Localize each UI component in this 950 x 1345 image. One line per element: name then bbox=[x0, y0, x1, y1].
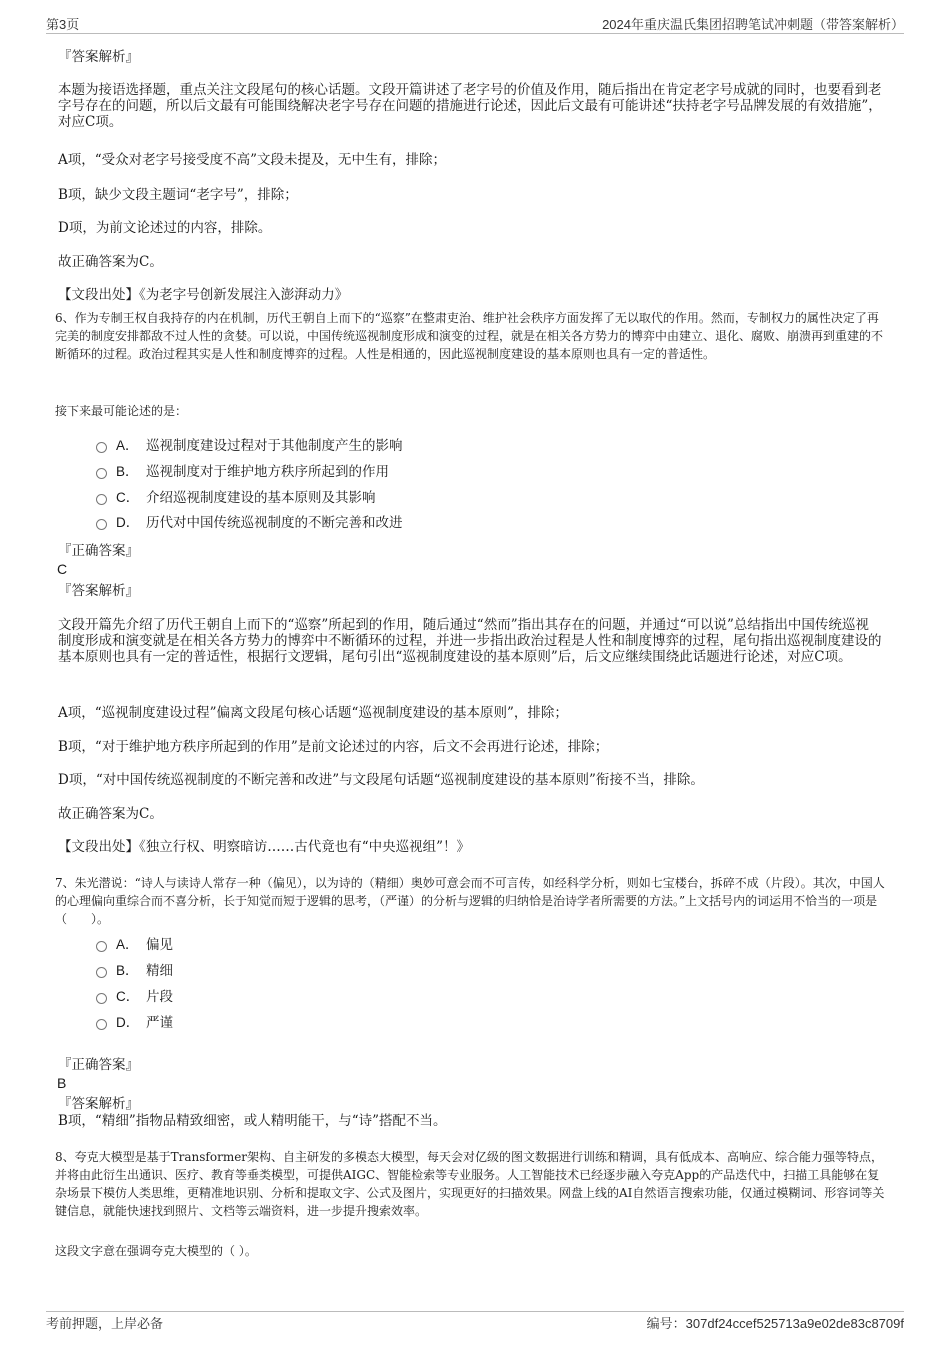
q6-answer: C bbox=[57, 561, 68, 577]
q6-option-c[interactable]: C． 介绍巡视制度建设的基本原则及其影响 bbox=[96, 489, 376, 507]
q6-option-d[interactable]: D． 历代对中国传统巡视制度的不断完善和改进 bbox=[96, 514, 403, 532]
q6-option-a[interactable]: A． 巡视制度建设过程对于其他制度产生的影响 bbox=[96, 437, 403, 455]
q7-option-b[interactable]: B． 精细 bbox=[96, 962, 173, 980]
radio-icon[interactable] bbox=[96, 494, 107, 505]
q8-prompt: 这段文字意在强调夸克大模型的（ ）。 bbox=[55, 1244, 257, 1258]
q5-option-b-note: B项，缺少文段主题词“老字号”，排除； bbox=[58, 187, 298, 203]
page-header bbox=[46, 14, 904, 34]
q6-analysis-text: 文段开篇先介绍了历代王朝自上而下的“巡察”所起到的作用，随后通过“然而”指出其存在的问题，并通过“可以说”总结指出中国传统巡视制度形成和演变就是在相关各方势力的博弈中不断循环的过程，并进一步指出政治过程是人性和制度博弈的过程，尾句指出巡视制度建设的基本原则也具有一定的普适性，根据行文逻辑，尾句引出“巡视制度建设的基本原则”后，后文应继续围绕此话题进行论述，对应C项。 bbox=[58, 617, 882, 665]
q7-answer-label: 『正确答案』 bbox=[58, 1057, 139, 1073]
q5-option-d-note: D项，为前文论述过的内容，排除。 bbox=[58, 220, 272, 236]
q8-stem: 8、夸克大模型是基于Transformer架构、自主研发的多模态大模型，每天会对亿级的图文数据进行训练和精调，具有低成本、高响应、综合能力强等特点，并将由此衍生出通识、医疗、教育等垂类模型，可提供AIGC、智能检索等专业服务。人工智能技术已经逐步融入夸克App的产品迭代中，扫描工具能够在复杂场景下模仿人类思维，更精准地识别、分析和提取文字、公式及图片，实现更好的扫描效果。网盘上线的AI自然语言搜索功能，仅通过模糊词、形容词等关键信息，就能快速找到照片、文档等云端资料，进一步提升搜索效率。 bbox=[55, 1150, 885, 1218]
radio-icon[interactable] bbox=[96, 519, 107, 530]
q6-stem: 6、作为专制王权自我持存的内在机制，历代王朝自上而下的“巡察”在整肃吏治、维护社会秩序方面发挥了无以取代的作用。然而，专制权力的属性决定了再完美的制度安排都敌不过人性的贪婪。可以说，中国传统巡视制度形成和演变的过程，就是在相关各方势力的博弈中由建立、退化、腐败、崩溃再到重建的不断循环的过程。政治过程其实是人性和制度博弈的过程。人性是相通的，因此巡视制度建设的基本原则也具有一定的普适性。 bbox=[55, 311, 884, 361]
q7-option-c[interactable]: C． 片段 bbox=[96, 988, 173, 1006]
q5-analysis-text: 本题为接语选择题，重点关注文段尾句的核心话题。文段开篇讲述了老字号的价值及作用，随后指出在肯定老字号成就的同时，也要看到老字号存在的问题，所以后文最有可能围绕解决老字号存在问题的措施进行论述，因此后文最有可能讲述“扶持老字号品牌发展的有效措施”，对应C项。 bbox=[58, 82, 882, 130]
q5-source: 【文段出处】《为老字号创新发展注入澎湃动力》 bbox=[58, 287, 349, 303]
q6-option-b[interactable]: B． 巡视制度对于维护地方秩序所起到的作用 bbox=[96, 463, 389, 481]
footer-divider bbox=[46, 1311, 904, 1312]
q6-conclusion: 故正确答案为C。 bbox=[58, 806, 163, 822]
radio-icon[interactable] bbox=[96, 993, 107, 1004]
q6-option-a-note: A项，“巡视制度建设过程”偏离文段尾句核心话题“巡视制度建设的基本原则”，排除； bbox=[58, 705, 568, 721]
q5-option-a-note: A项，“受众对老字号接受度不高”文段未提及，无中生有，排除； bbox=[58, 152, 447, 168]
q7-option-a[interactable]: A． 偏见 bbox=[96, 936, 173, 954]
q6-analysis-label: 『答案解析』 bbox=[58, 583, 139, 599]
document-code: 编号：307df24ccef525713a9e02de83c8709f bbox=[646, 1316, 904, 1331]
q6-option-b-note: B项，“对于维护地方秩序所起到的作用”是前文论述过的内容，后文不会再进行论述，排除； bbox=[58, 739, 609, 755]
page-number: 第3页 bbox=[46, 17, 80, 32]
q6-answer-label: 『正确答案』 bbox=[58, 543, 139, 559]
header-divider bbox=[46, 33, 904, 34]
radio-icon[interactable] bbox=[96, 442, 107, 453]
q5-analysis-label: 『答案解析』 bbox=[58, 49, 139, 65]
page-footer bbox=[46, 1313, 904, 1333]
q7-answer: B bbox=[57, 1075, 67, 1091]
footer-motto: 考前押题，上岸必备 bbox=[46, 1317, 164, 1332]
q7-stem: 7、朱光潜说：“诗人与读诗人常存一种（偏见），以为诗的（精细）奥妙可意会而不可言传，如经科学分析，则如七宝楼台，拆碎不成（片段）。其次，中国人的心理偏向重综合而不喜分析，长于知觉而短于逻辑的思考，（严谨）的分析与逻辑的归纳恰是治诗学者所需要的方法。”上文括号内的词运用不恰当的一项是（ ）。 bbox=[55, 876, 885, 926]
q6-option-d-note: D项，“对中国传统巡视制度的不断完善和改进”与文段尾句话题“巡视制度建设的基本原则”衔接不当，排除。 bbox=[58, 772, 704, 788]
document-title: 2024年重庆温氏集团招聘笔试冲刺题（带答案解析） bbox=[602, 17, 904, 32]
radio-icon[interactable] bbox=[96, 468, 107, 479]
radio-icon[interactable] bbox=[96, 941, 107, 952]
q6-prompt: 接下来最可能论述的是： bbox=[55, 404, 188, 418]
q7-analysis-label: 『答案解析』 bbox=[58, 1096, 139, 1112]
q7-analysis-text: B项，“精细”指物品精致细密，或人精明能干，与“诗”搭配不当。 bbox=[58, 1113, 447, 1129]
radio-icon[interactable] bbox=[96, 1019, 107, 1030]
radio-icon[interactable] bbox=[96, 967, 107, 978]
q7-option-d[interactable]: D． 严谨 bbox=[96, 1014, 173, 1032]
q6-source: 【文段出处】《独立行权、明察暗访……古代竟也有“中央巡视组”！》 bbox=[58, 839, 471, 855]
q5-conclusion: 故正确答案为C。 bbox=[58, 254, 163, 270]
